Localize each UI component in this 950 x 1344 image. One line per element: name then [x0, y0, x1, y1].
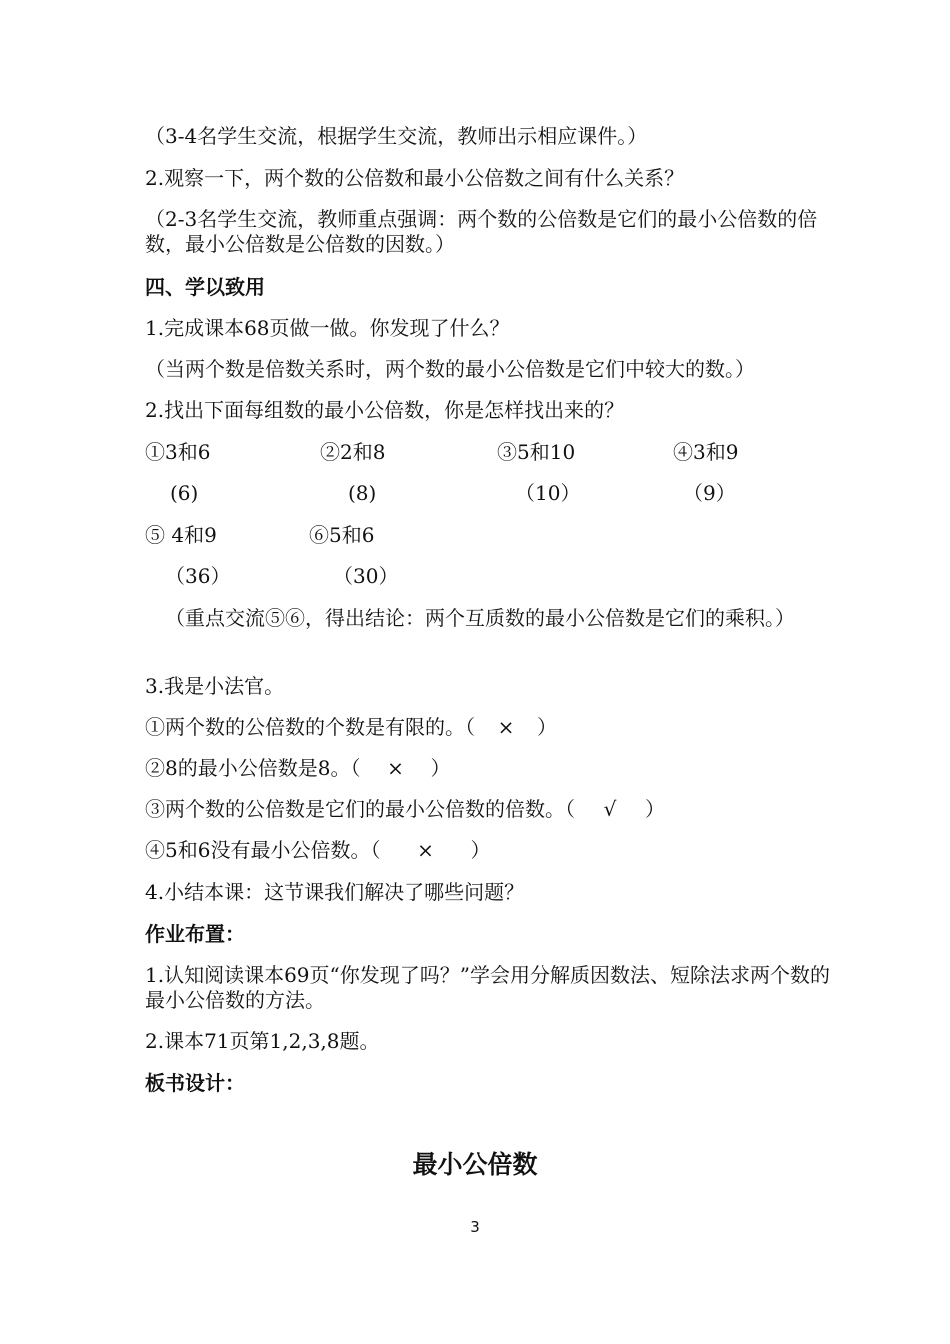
- group-answer: （36）: [165, 564, 231, 588]
- judge-item: [145, 838, 490, 862]
- homework-2: 2.课本71页第1,2,3,8题。: [145, 1029, 380, 1053]
- judge-item: [145, 715, 557, 739]
- judge-statement: ①两个数的公倍数的个数是有限的。（: [145, 715, 475, 739]
- judge-mark: ×: [417, 838, 434, 862]
- exercise-4: 4.小结本课：这节课我们解决了哪些问题？: [145, 880, 525, 904]
- discussion-note-2: （2-3名学生交流，教师重点强调：两个数的公倍数是它们的最小公倍数的倍数，最小公倍数是公倍数的因数。）: [145, 207, 818, 256]
- homework-1: 1.认知阅读课本69页“你发现了吗？”学会用分解质因数法、短除法求两个数的最小公倍数的方法。: [145, 963, 830, 1012]
- judge-close: ）: [470, 838, 491, 862]
- page-number: 3: [470, 1218, 480, 1236]
- group-question: ②2和8: [320, 440, 386, 464]
- group-question: ③5和10: [497, 440, 576, 464]
- discussion-note-1: （3-4名学生交流，根据学生交流，教师出示相应课件。）: [145, 124, 648, 148]
- board-title: 最小公倍数: [412, 1150, 538, 1179]
- judge-statement: ④5和6没有最小公倍数。（: [145, 838, 381, 862]
- group-answer: (8): [348, 481, 377, 505]
- group-answer: (6): [170, 481, 199, 505]
- exercise-2: 2.找出下面每组数的最小公倍数，你是怎样找出来的？: [145, 398, 625, 422]
- exercise-1: 1.完成课本68页做一做。你发现了什么？: [145, 316, 510, 340]
- group-answer: （9）: [683, 481, 736, 505]
- group-question: ④3和9: [673, 440, 739, 464]
- exercise-3: 3.我是小法官。: [145, 674, 285, 698]
- judge-close: ）: [430, 756, 451, 780]
- judge-close: ）: [645, 797, 665, 821]
- judge-item: [145, 756, 450, 780]
- section-heading-homework: 作业布置：: [145, 922, 245, 946]
- group-question: ⑤ 4和9: [145, 523, 217, 547]
- judge-mark: ×: [497, 715, 515, 739]
- judge-mark: ×: [387, 756, 404, 780]
- judge-close: ）: [537, 715, 557, 739]
- exercise-1-note: （当两个数是倍数关系时，两个数的最小公倍数是它们中较大的数。）: [145, 357, 755, 381]
- group-question: ①3和6: [145, 440, 211, 464]
- question-2: 2.观察一下，两个数的公倍数和最小公倍数之间有什么关系？: [145, 166, 685, 190]
- judge-item: [145, 797, 665, 821]
- section-heading-apply: 四、学以致用: [145, 275, 265, 299]
- judge-statement: ②8的最小公倍数是8。（: [145, 756, 361, 780]
- group-answer: （10）: [515, 481, 581, 505]
- group-question: ⑥5和6: [309, 523, 375, 547]
- group-answer: （30）: [333, 564, 399, 588]
- judge-statement: ③两个数的公倍数是它们的最小公倍数的倍数。（: [145, 797, 575, 821]
- conclusion-note: （重点交流⑤⑥，得出结论：两个互质数的最小公倍数是它们的乘积。）: [165, 606, 795, 630]
- section-heading-board: 板书设计：: [145, 1071, 245, 1095]
- judge-mark: √: [603, 797, 617, 821]
